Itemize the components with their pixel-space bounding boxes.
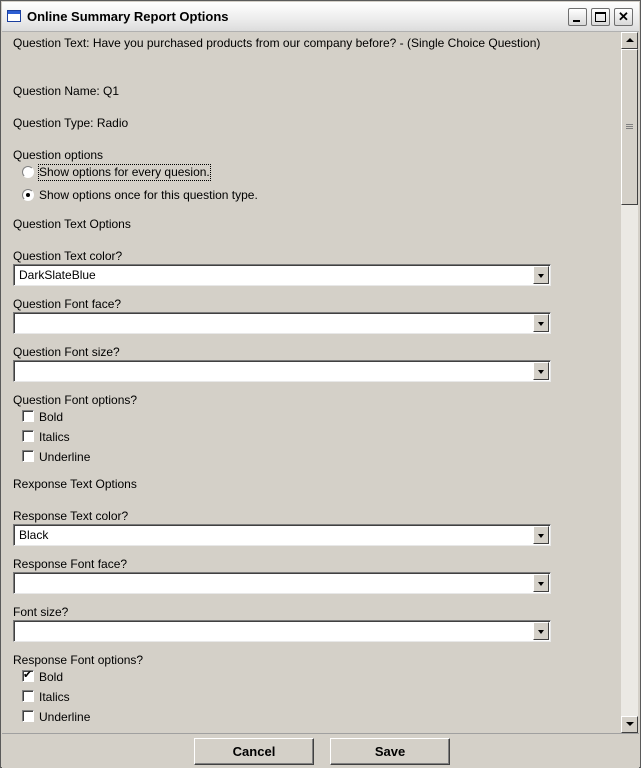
minimize-button[interactable] (568, 8, 587, 26)
window-title: Online Summary Report Options (27, 9, 229, 24)
question-bold-label[interactable]: Bold (39, 410, 64, 424)
close-icon: ✕ (618, 9, 629, 24)
response-underline-checkbox[interactable] (22, 710, 34, 722)
question-font-size-label: Question Font size? (13, 345, 120, 359)
question-text-color-value: DarkSlateBlue (19, 268, 96, 282)
scrollbar-thumb[interactable] (621, 49, 638, 205)
question-italics-label[interactable]: Italics (39, 430, 70, 444)
question-options-label: Question options (13, 148, 104, 162)
question-text-color-select[interactable] (13, 264, 551, 286)
scroll-up-icon[interactable] (621, 32, 638, 49)
dropdown-arrow-icon[interactable] (533, 362, 549, 380)
question-name-line: Question Name: Q1 (13, 84, 120, 98)
response-bold-label[interactable]: Bold (39, 670, 64, 684)
question-underline-checkbox[interactable] (22, 450, 34, 462)
response-underline-label[interactable]: Underline (39, 710, 91, 724)
response-font-size-select[interactable] (13, 620, 551, 642)
response-text-color-value: Black (19, 528, 49, 542)
maximize-button[interactable] (591, 8, 610, 26)
grip-icon (626, 124, 633, 125)
radio-show-once-per-type-label[interactable]: Show options once for this question type. (39, 188, 258, 202)
maximize-icon (595, 12, 606, 22)
dropdown-arrow-icon[interactable] (533, 314, 549, 332)
dropdown-arrow-icon[interactable] (533, 574, 549, 592)
question-text-options-heading: Question Text Options (13, 217, 131, 231)
question-text-color-label: Question Text color? (13, 249, 123, 263)
radio-show-every-question-label[interactable]: Show options for every quesion. (39, 165, 210, 179)
close-button[interactable] (614, 8, 633, 26)
dialog-footer (2, 733, 639, 768)
question-text-line: Question Text: Have you purchased products from our company before? - (Single Choice Question) (13, 36, 541, 50)
question-italics-checkbox[interactable] (22, 430, 34, 442)
response-font-face-select[interactable] (13, 572, 551, 594)
question-type-line: Question Type: Radio (13, 116, 129, 130)
options-form (2, 32, 621, 733)
vertical-scrollbar[interactable] (621, 32, 638, 733)
title-bar[interactable] (2, 2, 639, 32)
minimize-icon (573, 20, 580, 22)
question-bold-checkbox[interactable] (22, 410, 34, 422)
window-icon (7, 10, 21, 22)
response-text-color-label: Response Text color? (13, 509, 129, 523)
cancel-button[interactable]: Cancel (194, 738, 314, 765)
response-font-options-label: Response Font options? (13, 653, 144, 667)
save-button[interactable]: Save (330, 738, 450, 765)
question-font-face-label: Question Font face? (13, 297, 122, 311)
radio-show-once-per-type[interactable] (22, 189, 34, 201)
question-font-options-label: Question Font options? (13, 393, 138, 407)
question-font-size-select[interactable] (13, 360, 551, 382)
response-italics-label[interactable]: Italics (39, 690, 70, 704)
response-bold-checkbox[interactable] (22, 670, 34, 682)
response-text-color-select[interactable] (13, 524, 551, 546)
response-italics-checkbox[interactable] (22, 690, 34, 702)
dropdown-arrow-icon[interactable] (533, 622, 549, 640)
response-font-size-label: Font size? (13, 605, 69, 619)
response-font-face-label: Response Font face? (13, 557, 128, 571)
question-underline-label[interactable]: Underline (39, 450, 91, 464)
response-text-options-heading: Rexponse Text Options (13, 477, 137, 491)
dropdown-arrow-icon[interactable] (533, 266, 549, 284)
scroll-down-icon[interactable] (621, 716, 638, 733)
question-font-face-select[interactable] (13, 312, 551, 334)
radio-show-every-question[interactable] (22, 166, 34, 178)
dropdown-arrow-icon[interactable] (533, 526, 549, 544)
